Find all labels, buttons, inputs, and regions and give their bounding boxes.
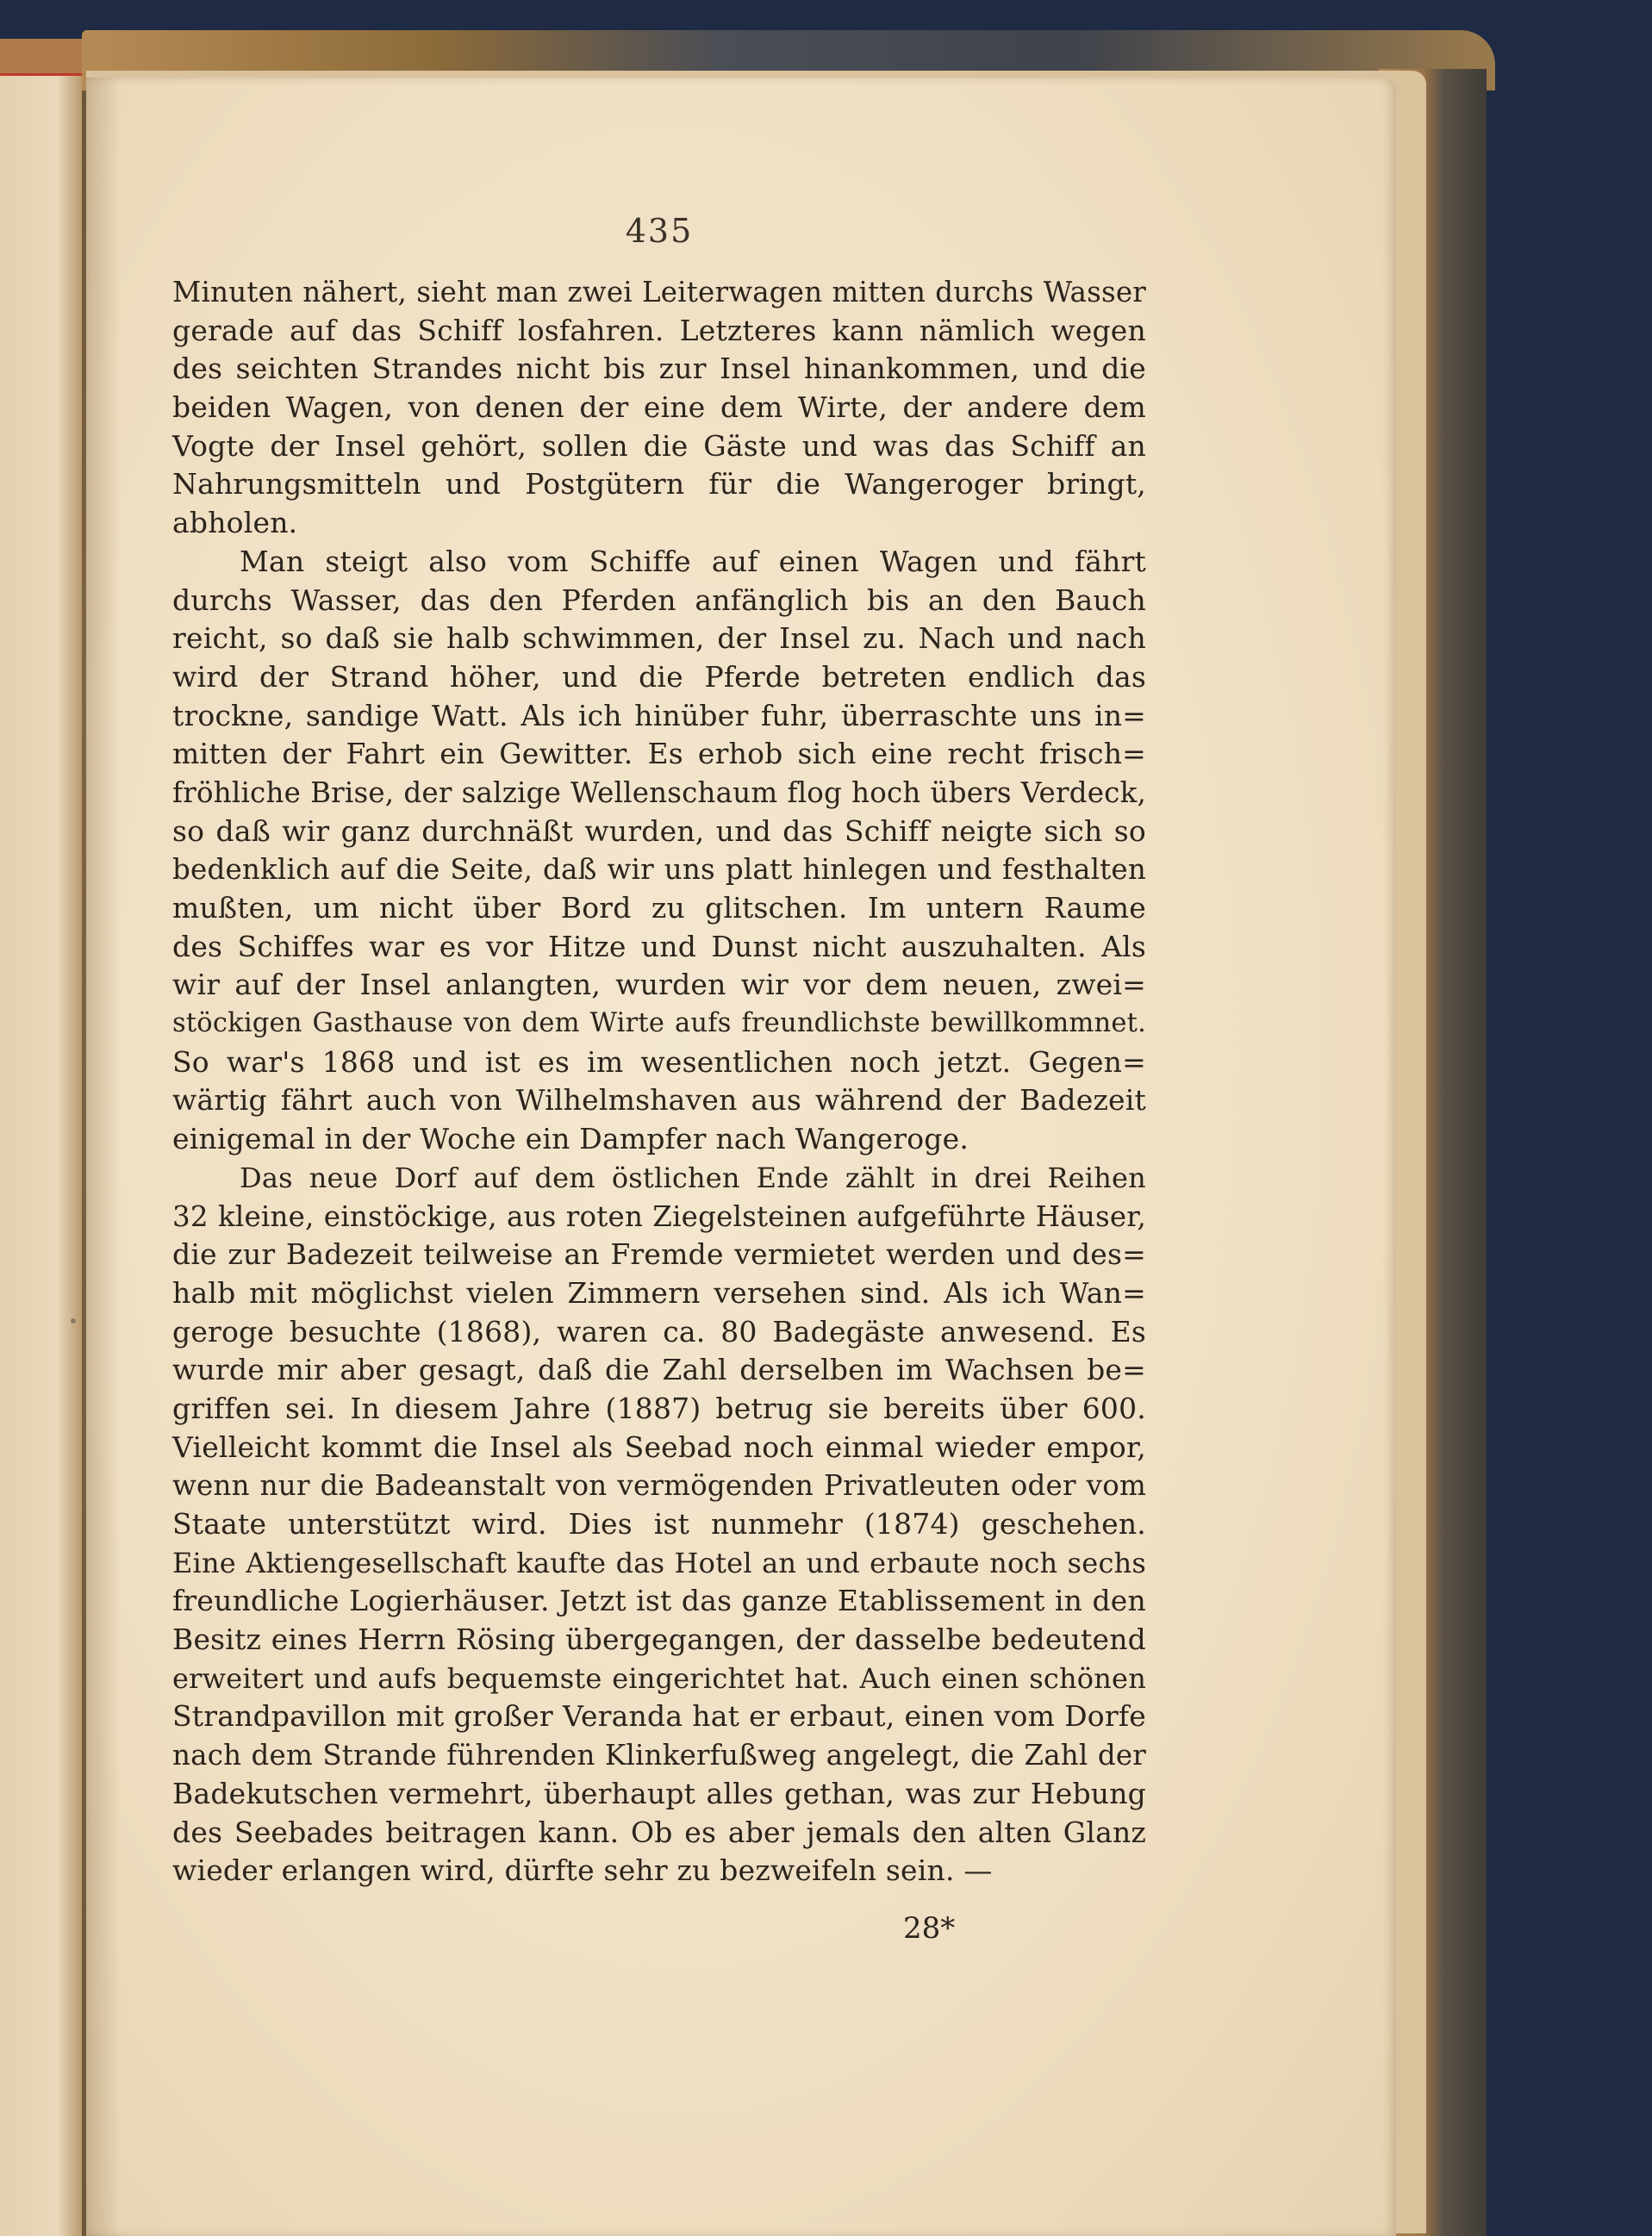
previous-page-edge (0, 52, 82, 2236)
text-line: reicht, so daß sie halb schwimmen, der Insel zu. Nach und nach (172, 621, 1146, 656)
text-line: geroge besuchte (1868), waren ca. 80 Badegäste anwesend. Es (172, 1314, 1146, 1348)
text-line: des Seebades beitragen kann. Ob es aber jemals den alten Glanz (172, 1815, 1146, 1849)
text-line: nach dem Strande führenden Klinkerfußweg angelegt, die Zahl der (172, 1739, 1146, 1772)
text-line: wenn nur die Badeanstalt von vermögenden Privatleuten oder vom (172, 1469, 1146, 1503)
text-line: bedenklich auf die Seite, daß wir uns platt hinlegen und festhalten (172, 853, 1146, 887)
printer-signature-mark: 28* (903, 1911, 956, 1946)
text-line: so daß wir ganz durchnäßt wurden, und das Schiff neigte sich so (172, 813, 1146, 848)
text-line: Das neue Dorf auf dem östlichen Ende zählt in drei Reihen (240, 1161, 1146, 1194)
text-line: Man steigt also vom Schiffe auf einen Wagen und fährt (240, 544, 1146, 578)
text-line: stöckigen Gasthause von dem Wirte aufs freundlichste bewillkommnet. (172, 1008, 1146, 1039)
text-line: Nahrungsmitteln und Postgütern für die Wangeroger bringt, (172, 467, 1146, 501)
text-line: wird der Strand höher, und die Pferde betreten endlich das (172, 659, 1146, 694)
page-text-block (172, 211, 1146, 1890)
text-line: abholen. (172, 506, 298, 540)
text-line: Vogte der Insel gehört, sollen die Gäste und was das Schiff an (172, 428, 1146, 463)
text-line: Minuten nähert, sieht man zwei Leiterwagen mitten durchs Wasser (172, 276, 1146, 308)
text-line: mußten, um nicht über Bord zu glitschen. Im untern Raume (172, 891, 1146, 925)
text-line: wurde mir aber gesagt, daß die Zahl derselben im Wachsen be= (172, 1353, 1146, 1387)
paper-speck (71, 1318, 76, 1324)
text-line: durchs Wasser, das den Pferden anfänglich bis an den Bauch (172, 582, 1146, 617)
text-line: Besitz eines Herrn Rösing übergegangen, der dasselbe bedeutend (172, 1623, 1146, 1657)
text-line: Eine Aktiengesellschaft kaufte das Hotel an und erbaute noch sechs (172, 1546, 1146, 1579)
text-line: So war's 1868 und ist es im wesentlichen noch jetzt. Gegen= (172, 1044, 1146, 1079)
text-line: gerade auf das Schiff losfahren. Letzteres kann nämlich wegen (172, 313, 1146, 347)
text-line: halb mit möglichst vielen Zimmern versehen sind. Als ich Wan= (172, 1275, 1146, 1310)
text-line: Staate unterstützt wird. Dies ist nunmehr (1874) geschehen. (172, 1507, 1146, 1541)
text-line: wir auf der Insel anlangten, wurden wir vor dem neuen, zwei= (172, 968, 1146, 1002)
text-line: mitten der Fahrt ein Gewitter. Es erhob sich eine recht frisch= (172, 737, 1146, 771)
text-line: wärtig fährt auch von Wilhelmshaven aus während der Badezeit (172, 1083, 1146, 1118)
text-line: Badekutschen vermehrt, überhaupt alles gethan, was zur Hebung (172, 1776, 1146, 1810)
gutter-shadow (86, 78, 121, 2236)
text-line: erweitert und aufs bequemste eingerichtet hat. Auch einen schönen (172, 1661, 1146, 1695)
text-line: beiden Wagen, von denen der eine dem Wirte, der andere dem (172, 390, 1146, 425)
text-line: griffen sei. In diesem Jahre (1887) betrug sie bereits über 600. (172, 1391, 1146, 1425)
text-line: die zur Badezeit teilweise an Fremde vermietet werden und des= (172, 1237, 1146, 1272)
text-line: 32 kleine, einstöckige, aus roten Ziegelsteinen aufgeführte Häuser, (172, 1199, 1146, 1233)
text-line: des Schiffes war es vor Hitze und Dunst nicht auszuhalten. Als (172, 929, 1146, 963)
body-text (172, 273, 1146, 1890)
text-line: einigemal in der Woche ein Dampfer nach Wangeroge. (172, 1122, 969, 1156)
text-line: fröhliche Brise, der salzige Wellenschaum flog hoch übers Verdeck, (172, 775, 1146, 809)
page-number: 435 (625, 212, 694, 250)
text-line: trockne, sandige Watt. Als ich hinüber fuhr, überraschte uns in= (172, 698, 1146, 732)
text-line: des seichten Strandes nicht bis zur Insel hinankommen, und die (172, 352, 1146, 386)
text-line: Vielleicht kommt die Insel als Seebad noch einmal wieder empor, (172, 1429, 1146, 1464)
text-line: freundliche Logierhäuser. Jetzt ist das ganze Etablissement in den (172, 1584, 1146, 1618)
text-line: Strandpavillon mit großer Veranda hat er erbaut, einen vom Dorfe (172, 1699, 1146, 1734)
previous-page-binding (0, 39, 82, 76)
text-line: wieder erlangen wird, dürfte sehr zu bezweifeln sein. — (172, 1853, 993, 1888)
